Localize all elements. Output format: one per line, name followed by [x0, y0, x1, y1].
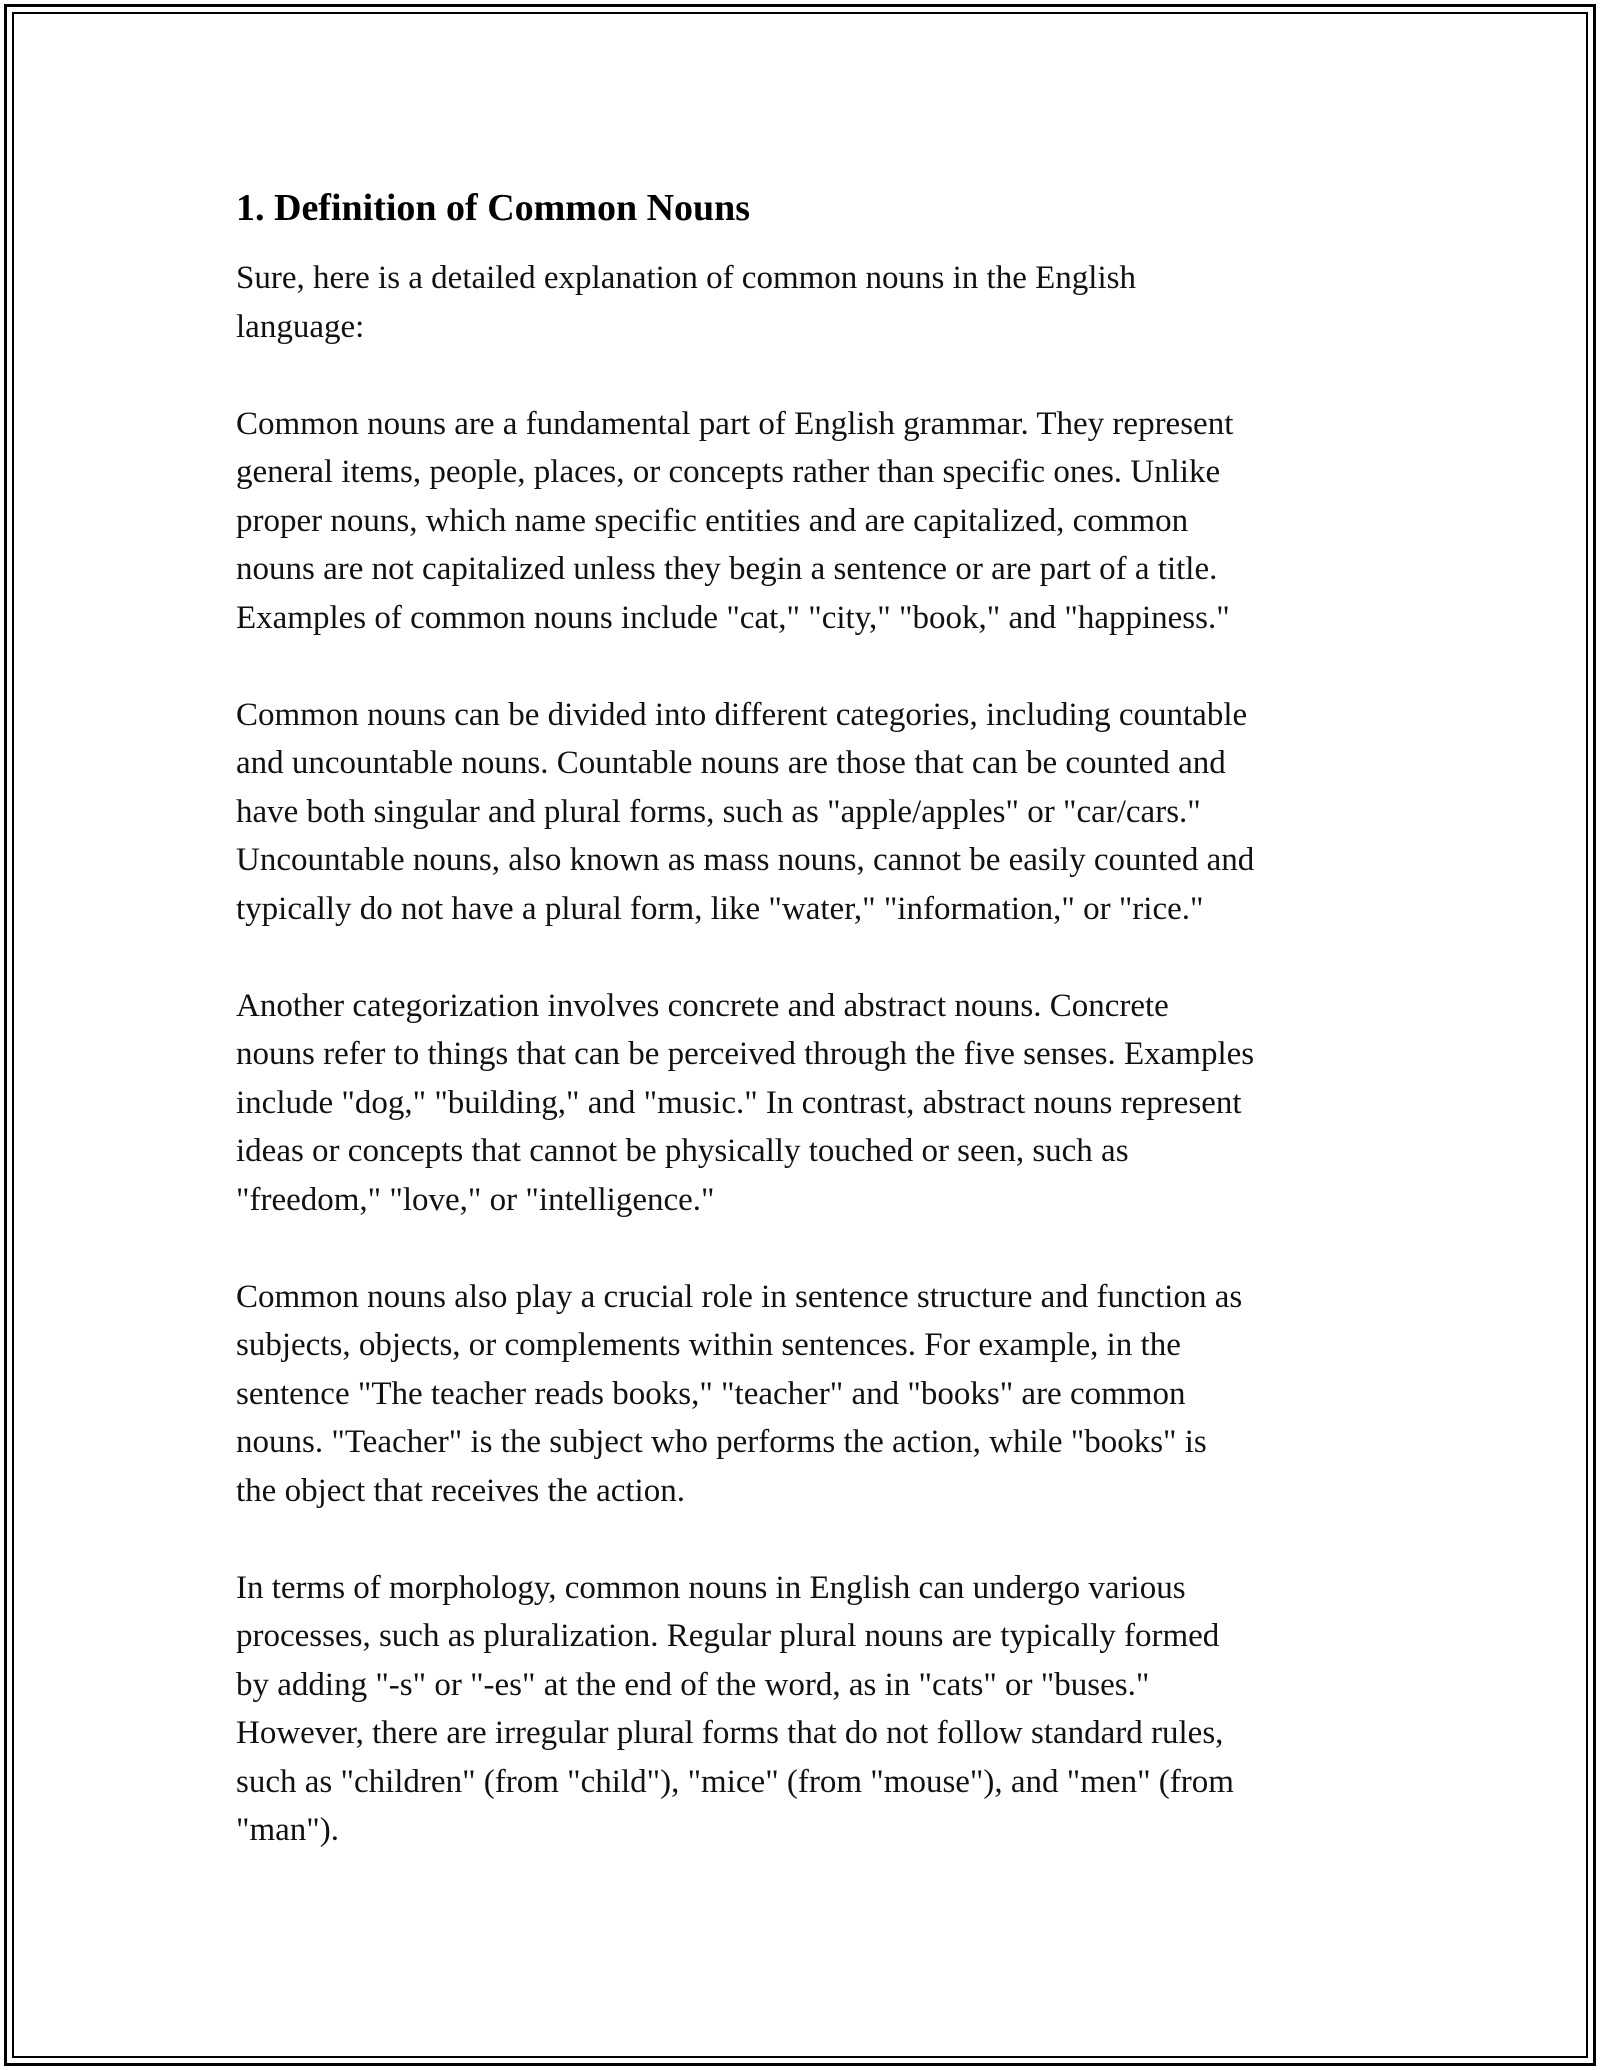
text-line: Sure, here is a detailed explanation of common nouns in the English [236, 260, 1136, 296]
text-line: proper nouns, which name specific entities and are capitalized, common [236, 502, 1189, 539]
paragraph-concrete-abstract [236, 982, 1376, 1225]
text-line: ideas or concepts that cannot be physically touched or seen, such as [236, 1133, 1129, 1169]
text-line: processes, such as pluralization. Regular plural nouns are typically formed [236, 1618, 1220, 1654]
text-line: nouns. "Teacher" is the subject who performs the action, while "books" is [236, 1424, 1207, 1460]
text-line: Common nouns are a fundamental part of English grammar. They represent [236, 405, 1234, 442]
text-line: nouns are not capitalized unless they begin a sentence or are part of a title. [236, 551, 1218, 587]
text-line: such as "children" (from "child"), "mice" (from "mouse"), and "men" (from [236, 1763, 1234, 1800]
text-line: Examples of common nouns include "cat," "city," "book," and "happiness." [236, 599, 1230, 636]
text-line: In terms of morphology, common nouns in English can undergo various [236, 1569, 1186, 1606]
text-line: general items, people, places, or concepts rather than specific ones. Unlike [236, 454, 1221, 490]
text-line: typically do not have a plural form, like "water," "information," or "rice." [236, 890, 1204, 927]
text-line: by adding "-s" or "-es" at the end of the word, as in "cats" or "buses." [236, 1666, 1150, 1703]
paragraph-morphology [236, 1564, 1376, 1855]
text-line: language: [236, 308, 365, 345]
paragraph-sentence-structure [236, 1273, 1376, 1516]
text-line: Common nouns can be divided into different categories, including countable [236, 696, 1248, 733]
document-body [236, 184, 1376, 1903]
text-line: nouns refer to things that can be perceived through the five senses. Examples [236, 1036, 1255, 1072]
text-line: subjects, objects, or complements within sentences. For example, in the [236, 1327, 1181, 1363]
text-line: have both singular and plural forms, such as "apple/apples" or "car/cars." [236, 793, 1201, 830]
paragraph-intro [236, 254, 1376, 351]
text-line: "man"). [236, 1812, 339, 1848]
text-line: Common nouns also play a crucial role in sentence structure and function as [236, 1278, 1243, 1315]
text-line: Uncountable nouns, also known as mass nouns, cannot be easily counted and [236, 842, 1255, 878]
text-line: the object that receives the action. [236, 1472, 685, 1509]
text-line: and uncountable nouns. Countable nouns are those that can be counted and [236, 745, 1226, 781]
text-line: include "dog," "building," and "music." In contrast, abstract nouns represent [236, 1084, 1242, 1121]
text-line: sentence "The teacher reads books," "teacher" and "books" are common [236, 1375, 1186, 1412]
section-heading: 1. Definition of Common Nouns [236, 187, 751, 229]
paragraph-countable [236, 691, 1376, 934]
text-line: "freedom," "love," or "intelligence." [236, 1181, 715, 1218]
text-line: Another categorization involves concrete and abstract nouns. Concrete [236, 987, 1169, 1024]
text-line: However, there are irregular plural forms that do not follow standard rules, [236, 1715, 1224, 1751]
paragraph-definition [236, 400, 1376, 643]
